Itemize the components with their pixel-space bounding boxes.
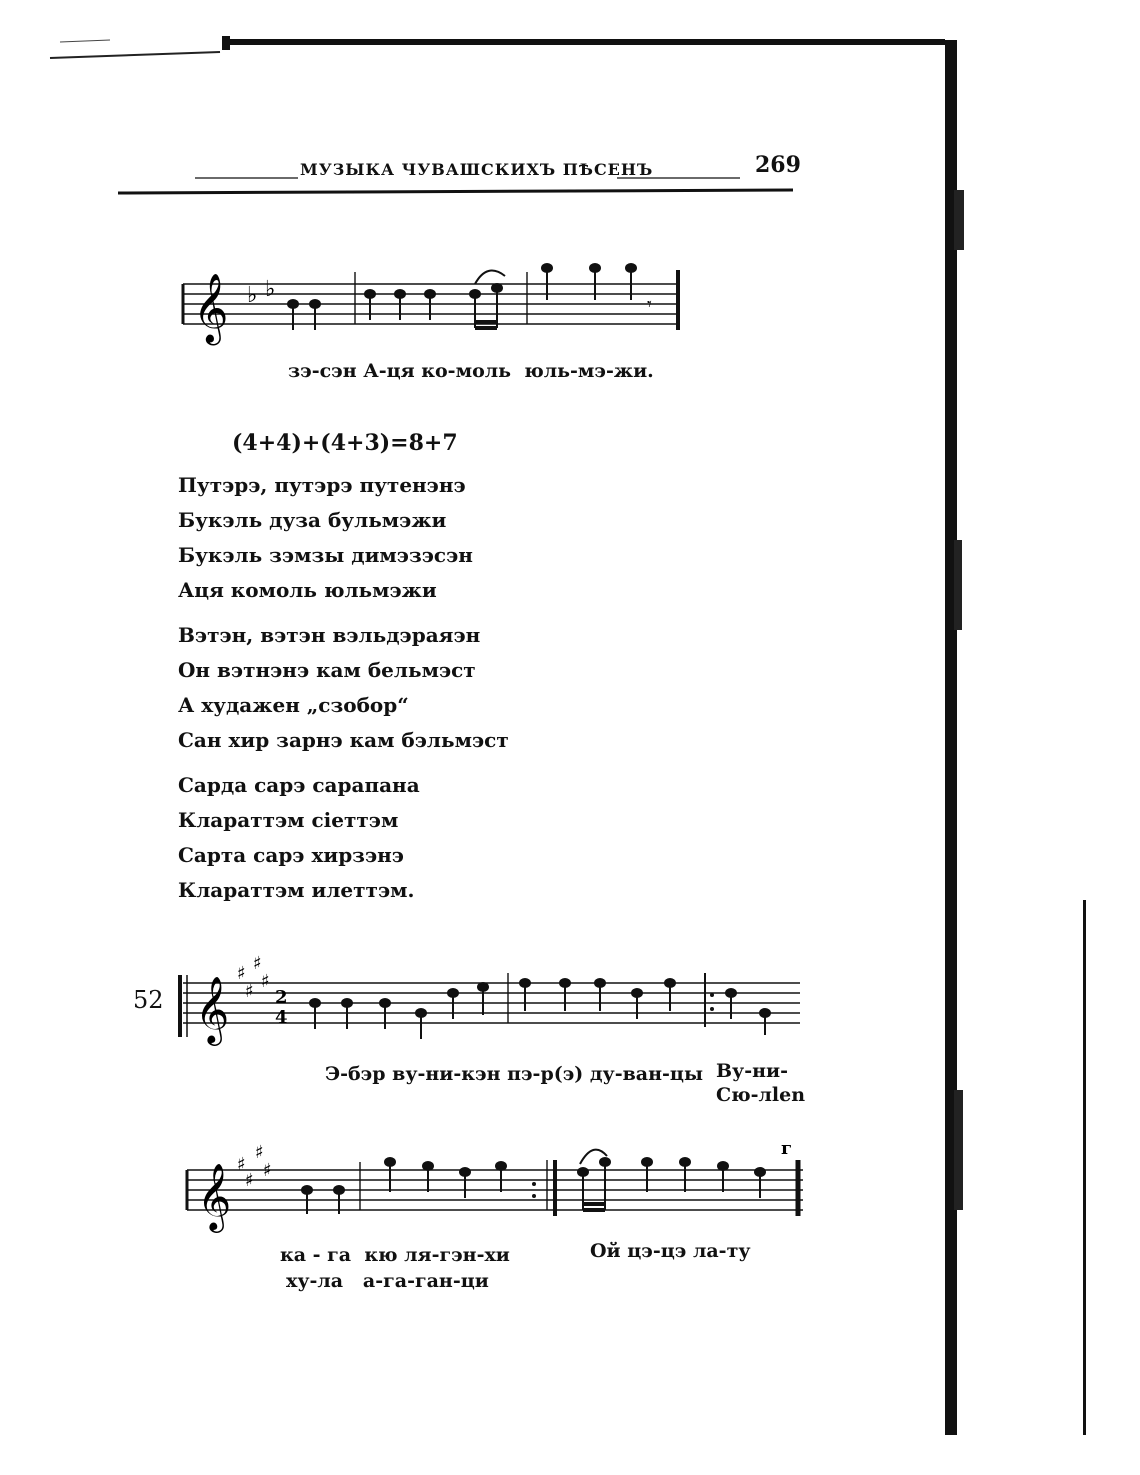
verse-line: А худажен „сзобор“ <box>178 693 409 717</box>
sharp-sign-icon: ♯ <box>253 953 262 974</box>
music-staff-3 <box>175 1130 815 1240</box>
verse-block <box>178 468 509 908</box>
verse-line: Вэтэн, вэтэн вэльдэраяэн <box>178 623 481 647</box>
verse-line: Путэрэ, путэрэ путенэнэ <box>178 473 466 497</box>
running-head-title: МУЗЫКА ЧУВАШСКИХЪ ПѢСЕНЪ <box>300 160 654 179</box>
page-number: 269 <box>755 152 801 178</box>
page-binding-edge <box>930 40 990 1440</box>
svg-text:𝄾: 𝄾 <box>647 294 652 315</box>
svg-text:4: 4 <box>275 1007 288 1028</box>
verse-line: Клараттэм илеттэм. <box>178 878 415 902</box>
sharp-sign-icon: ♯ <box>245 1170 254 1191</box>
treble-clef-icon: 𝄞 <box>193 273 229 343</box>
verse-line: Сарда сарэ сарапана <box>178 773 420 797</box>
svg-text:2: 2 <box>275 987 288 1008</box>
treble-clef-icon: 𝄞 <box>197 1162 232 1230</box>
flat-sign-icon: ♭ <box>247 283 258 308</box>
staff-3-end-mark: г <box>781 1138 793 1159</box>
song-number: 52 <box>133 986 164 1014</box>
formula: (4+4)+(4+3)=8+7 <box>232 430 458 456</box>
staff-2-lyrics-right-bottom: Сю-лlen <box>716 1084 806 1106</box>
verse-line: Букэль зэмзы димэзэсэн <box>178 543 473 567</box>
staff-3-lyrics-line-1: ка - га кю ля-гэн-хи <box>280 1244 510 1266</box>
verse-line: Сарта сарэ хирзэнэ <box>178 843 404 867</box>
staff-3-lyrics-line-2: ху-ла а-га-ган-ци <box>286 1270 489 1292</box>
page-right-rule <box>1080 900 1090 1440</box>
verse-line: Он вэтнэнэ кам бельмэст <box>178 658 476 682</box>
verse-line: Букэль дуза бульмэжи <box>178 508 447 532</box>
staff-3-lyrics-right: Ой цэ-цэ ла-ту <box>590 1240 751 1262</box>
sharp-sign-icon: ♯ <box>237 963 246 984</box>
sharp-sign-icon: ♯ <box>255 1142 264 1163</box>
sharp-sign-icon: ♯ <box>263 1160 272 1181</box>
verse-line: Аця комоль юльмэжи <box>178 578 437 602</box>
sharp-sign-icon: ♯ <box>261 971 270 992</box>
music-staff-1 <box>175 240 695 350</box>
staff-2-lyrics: Э-бэр ву-ни-кэн пэ-р(э) ду-ван-цы <box>325 1063 703 1085</box>
verse-line: Сан хир зарнэ кам бэльмэст <box>178 728 509 752</box>
treble-clef-icon: 𝄞 <box>195 975 230 1043</box>
music-staff-2 <box>175 945 805 1055</box>
sharp-sign-icon: ♯ <box>237 1154 246 1175</box>
flat-sign-icon: ♭ <box>265 277 276 302</box>
sharp-sign-icon: ♯ <box>245 981 254 1002</box>
verse-line: Клараттэм сіеттэм <box>178 808 399 832</box>
staff-2-lyrics-right-top: Ву-ни- <box>716 1060 788 1082</box>
staff-1-lyrics: зэ-сэн А-ця ко-моль юль-мэ-жи. <box>288 360 654 382</box>
